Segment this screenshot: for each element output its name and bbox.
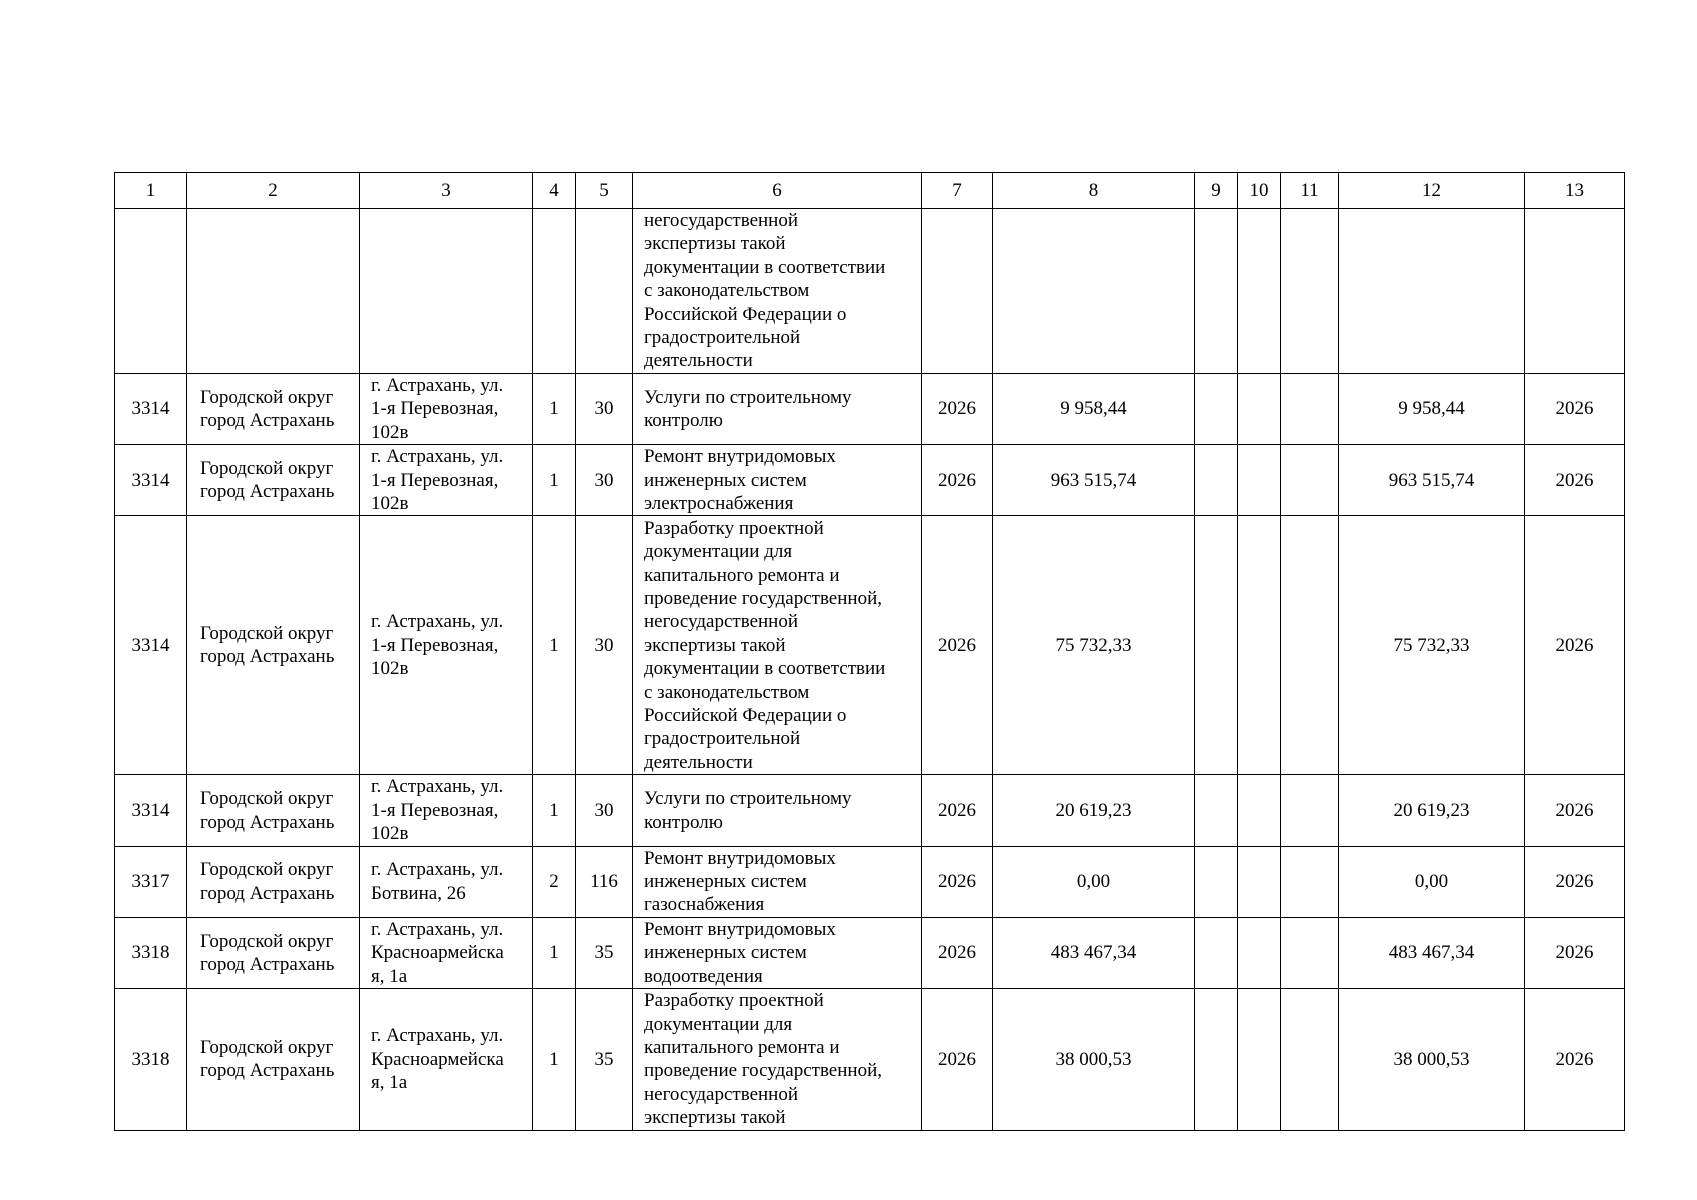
work-description-cell	[633, 989, 922, 1130]
work-description-cell	[633, 445, 922, 516]
year-cell: 2026	[922, 374, 993, 445]
year-cell: 2026	[922, 445, 993, 516]
municipality-text: Городской округ город Астрахань	[200, 457, 335, 503]
col11-cell	[1281, 846, 1339, 917]
funds-cell: 20 619,23	[1339, 775, 1525, 846]
column-number: 9	[1195, 173, 1238, 209]
col10-cell	[1238, 917, 1281, 988]
col4-cell: 1	[533, 989, 576, 1130]
address-text: г. Астрахань, ул. 1-я Перевозная, 102в	[371, 776, 504, 845]
address-text: г. Астрахань, ул. Ботвина, 26	[371, 859, 504, 904]
municipality-text: Городской округ город Астрахань	[200, 386, 335, 432]
house-id-cell: 3314	[115, 445, 187, 516]
address-text: г. Астрахань, ул. 1-я Перевозная, 102в	[371, 611, 504, 680]
year-cell: 2026	[922, 989, 993, 1130]
column-number-row	[115, 173, 1625, 209]
table-cell	[1238, 209, 1281, 374]
col11-cell	[1281, 516, 1339, 775]
funds-cell: 75 732,33	[1339, 516, 1525, 775]
planned-year-cell: 2026	[1525, 445, 1625, 516]
continuation-row	[115, 209, 1625, 374]
municipality-text: Городской округ город Астрахань	[200, 788, 335, 833]
municipality-text: Городской округ город Астрахань	[200, 859, 335, 904]
column-number: 13	[1525, 173, 1625, 209]
cost-cell: 483 467,34	[993, 917, 1195, 988]
house-id-cell: 3314	[115, 775, 187, 846]
cost-cell: 963 515,74	[993, 445, 1195, 516]
table-cell	[1281, 209, 1339, 374]
table-cell	[1339, 209, 1525, 374]
col5-cell: 35	[576, 989, 633, 1130]
col4-cell: 1	[533, 775, 576, 846]
municipality-cell	[187, 917, 360, 988]
table-row	[115, 846, 1625, 917]
year-cell: 2026	[922, 516, 993, 775]
address-text: г. Астрахань, ул. 1-я Перевозная, 102в	[371, 375, 504, 443]
col10-cell	[1238, 846, 1281, 917]
col10-cell	[1238, 775, 1281, 846]
col5-cell: 30	[576, 374, 633, 445]
col5-cell: 30	[576, 775, 633, 846]
col4-cell: 1	[533, 917, 576, 988]
table-cell	[576, 209, 633, 374]
column-number: 5	[576, 173, 633, 209]
col4-cell: 2	[533, 846, 576, 917]
table-row	[115, 917, 1625, 988]
table-cell	[922, 209, 993, 374]
col5-cell: 35	[576, 917, 633, 988]
planned-year-cell: 2026	[1525, 846, 1625, 917]
col10-cell	[1238, 374, 1281, 445]
column-number: 8	[993, 173, 1195, 209]
work-description-text: Услуги по строительному контролю	[644, 788, 852, 833]
address-cell	[360, 989, 533, 1130]
table-row	[115, 374, 1625, 445]
col4-cell: 1	[533, 516, 576, 775]
funds-cell: 38 000,53	[1339, 989, 1525, 1130]
table-cell	[1195, 209, 1238, 374]
work-description-text: Разработку проектной документации для капитального ремонта и проведение государственной, негосударственной экспертизы такой документации в соответствии с законодательством Российской Федерации о градостроительной деятельности	[644, 517, 886, 773]
address-cell	[360, 917, 533, 988]
funds-cell: 0,00	[1339, 846, 1525, 917]
cost-cell: 75 732,33	[993, 516, 1195, 775]
house-id-cell: 3318	[115, 917, 187, 988]
municipality-cell	[187, 516, 360, 775]
cost-cell: 38 000,53	[993, 989, 1195, 1130]
work-description-cell	[633, 775, 922, 846]
table-cell	[993, 209, 1195, 374]
planned-year-cell: 2026	[1525, 775, 1625, 846]
col10-cell	[1238, 516, 1281, 775]
column-number: 12	[1339, 173, 1525, 209]
planned-year-cell: 2026	[1525, 516, 1625, 775]
cost-cell: 9 958,44	[993, 374, 1195, 445]
address-cell	[360, 445, 533, 516]
house-id-cell: 3314	[115, 374, 187, 445]
municipality-cell	[187, 989, 360, 1130]
funds-cell: 9 958,44	[1339, 374, 1525, 445]
column-number: 11	[1281, 173, 1339, 209]
col9-cell	[1195, 775, 1238, 846]
work-description-continued	[633, 209, 922, 374]
cost-cell: 0,00	[993, 846, 1195, 917]
col4-cell: 1	[533, 445, 576, 516]
col5-cell: 30	[576, 445, 633, 516]
planned-year-cell: 2026	[1525, 374, 1625, 445]
address-cell	[360, 374, 533, 445]
work-description-text: негосударственной экспертизы такой документации в соответствии с законодательством Российской Федерации о градостроительной деятельности	[644, 210, 886, 372]
address-text: г. Астрахань, ул. 1-я Перевозная, 102в	[371, 446, 504, 515]
column-number: 2	[187, 173, 360, 209]
col11-cell	[1281, 374, 1339, 445]
col9-cell	[1195, 374, 1238, 445]
house-id-cell: 3317	[115, 846, 187, 917]
column-number: 3	[360, 173, 533, 209]
work-description-text: Разработку проектной документации для капитального ремонта и проведение государственной, негосударственной экспертизы такой	[644, 990, 882, 1129]
column-number: 7	[922, 173, 993, 209]
column-number: 1	[115, 173, 187, 209]
work-description-cell	[633, 516, 922, 775]
work-description-cell	[633, 917, 922, 988]
municipality-text: Городской округ город Астрахань	[200, 1036, 335, 1082]
table-cell	[115, 209, 187, 374]
table-cell	[360, 209, 533, 374]
col9-cell	[1195, 917, 1238, 988]
municipality-cell	[187, 846, 360, 917]
table-row	[115, 445, 1625, 516]
address-text: г. Астрахань, ул. Красноармейска я, 1а	[371, 918, 504, 987]
work-description-text: Услуги по строительному контролю	[644, 386, 852, 432]
address-text: г. Астрахань, ул. Красноармейска я, 1а	[371, 1025, 504, 1094]
col4-cell: 1	[533, 374, 576, 445]
col5-cell: 116	[576, 846, 633, 917]
work-description-text: Ремонт внутридомовых инженерных систем электроснабжения	[644, 446, 836, 515]
column-number: 4	[533, 173, 576, 209]
cost-cell: 20 619,23	[993, 775, 1195, 846]
house-id-cell: 3318	[115, 989, 187, 1130]
col11-cell	[1281, 775, 1339, 846]
table-cell	[533, 209, 576, 374]
repair-program-table	[114, 172, 1625, 1131]
address-cell	[360, 775, 533, 846]
year-cell: 2026	[922, 775, 993, 846]
municipality-cell	[187, 775, 360, 846]
work-description-cell	[633, 846, 922, 917]
planned-year-cell: 2026	[1525, 917, 1625, 988]
work-description-text: Ремонт внутридомовых инженерных систем водоотведения	[644, 918, 836, 987]
col9-cell	[1195, 516, 1238, 775]
work-description-text: Ремонт внутридомовых инженерных систем газоснабжения	[644, 847, 836, 916]
funds-cell: 963 515,74	[1339, 445, 1525, 516]
table-row	[115, 516, 1625, 775]
table-cell	[187, 209, 360, 374]
municipality-cell	[187, 374, 360, 445]
table-row	[115, 989, 1625, 1130]
funds-cell: 483 467,34	[1339, 917, 1525, 988]
table-cell	[1525, 209, 1625, 374]
col9-cell	[1195, 846, 1238, 917]
house-id-cell: 3314	[115, 516, 187, 775]
column-number: 6	[633, 173, 922, 209]
municipality-cell	[187, 445, 360, 516]
address-cell	[360, 516, 533, 775]
col10-cell	[1238, 445, 1281, 516]
col11-cell	[1281, 989, 1339, 1130]
col11-cell	[1281, 917, 1339, 988]
municipality-text: Городской округ город Астрахань	[200, 930, 335, 975]
col11-cell	[1281, 445, 1339, 516]
table-row	[115, 775, 1625, 846]
col9-cell	[1195, 989, 1238, 1130]
col9-cell	[1195, 445, 1238, 516]
col10-cell	[1238, 989, 1281, 1130]
work-description-cell	[633, 374, 922, 445]
year-cell: 2026	[922, 846, 993, 917]
year-cell: 2026	[922, 917, 993, 988]
column-number: 10	[1238, 173, 1281, 209]
col5-cell: 30	[576, 516, 633, 775]
planned-year-cell: 2026	[1525, 989, 1625, 1130]
address-cell	[360, 846, 533, 917]
municipality-text: Городской округ город Астрахань	[200, 623, 335, 668]
